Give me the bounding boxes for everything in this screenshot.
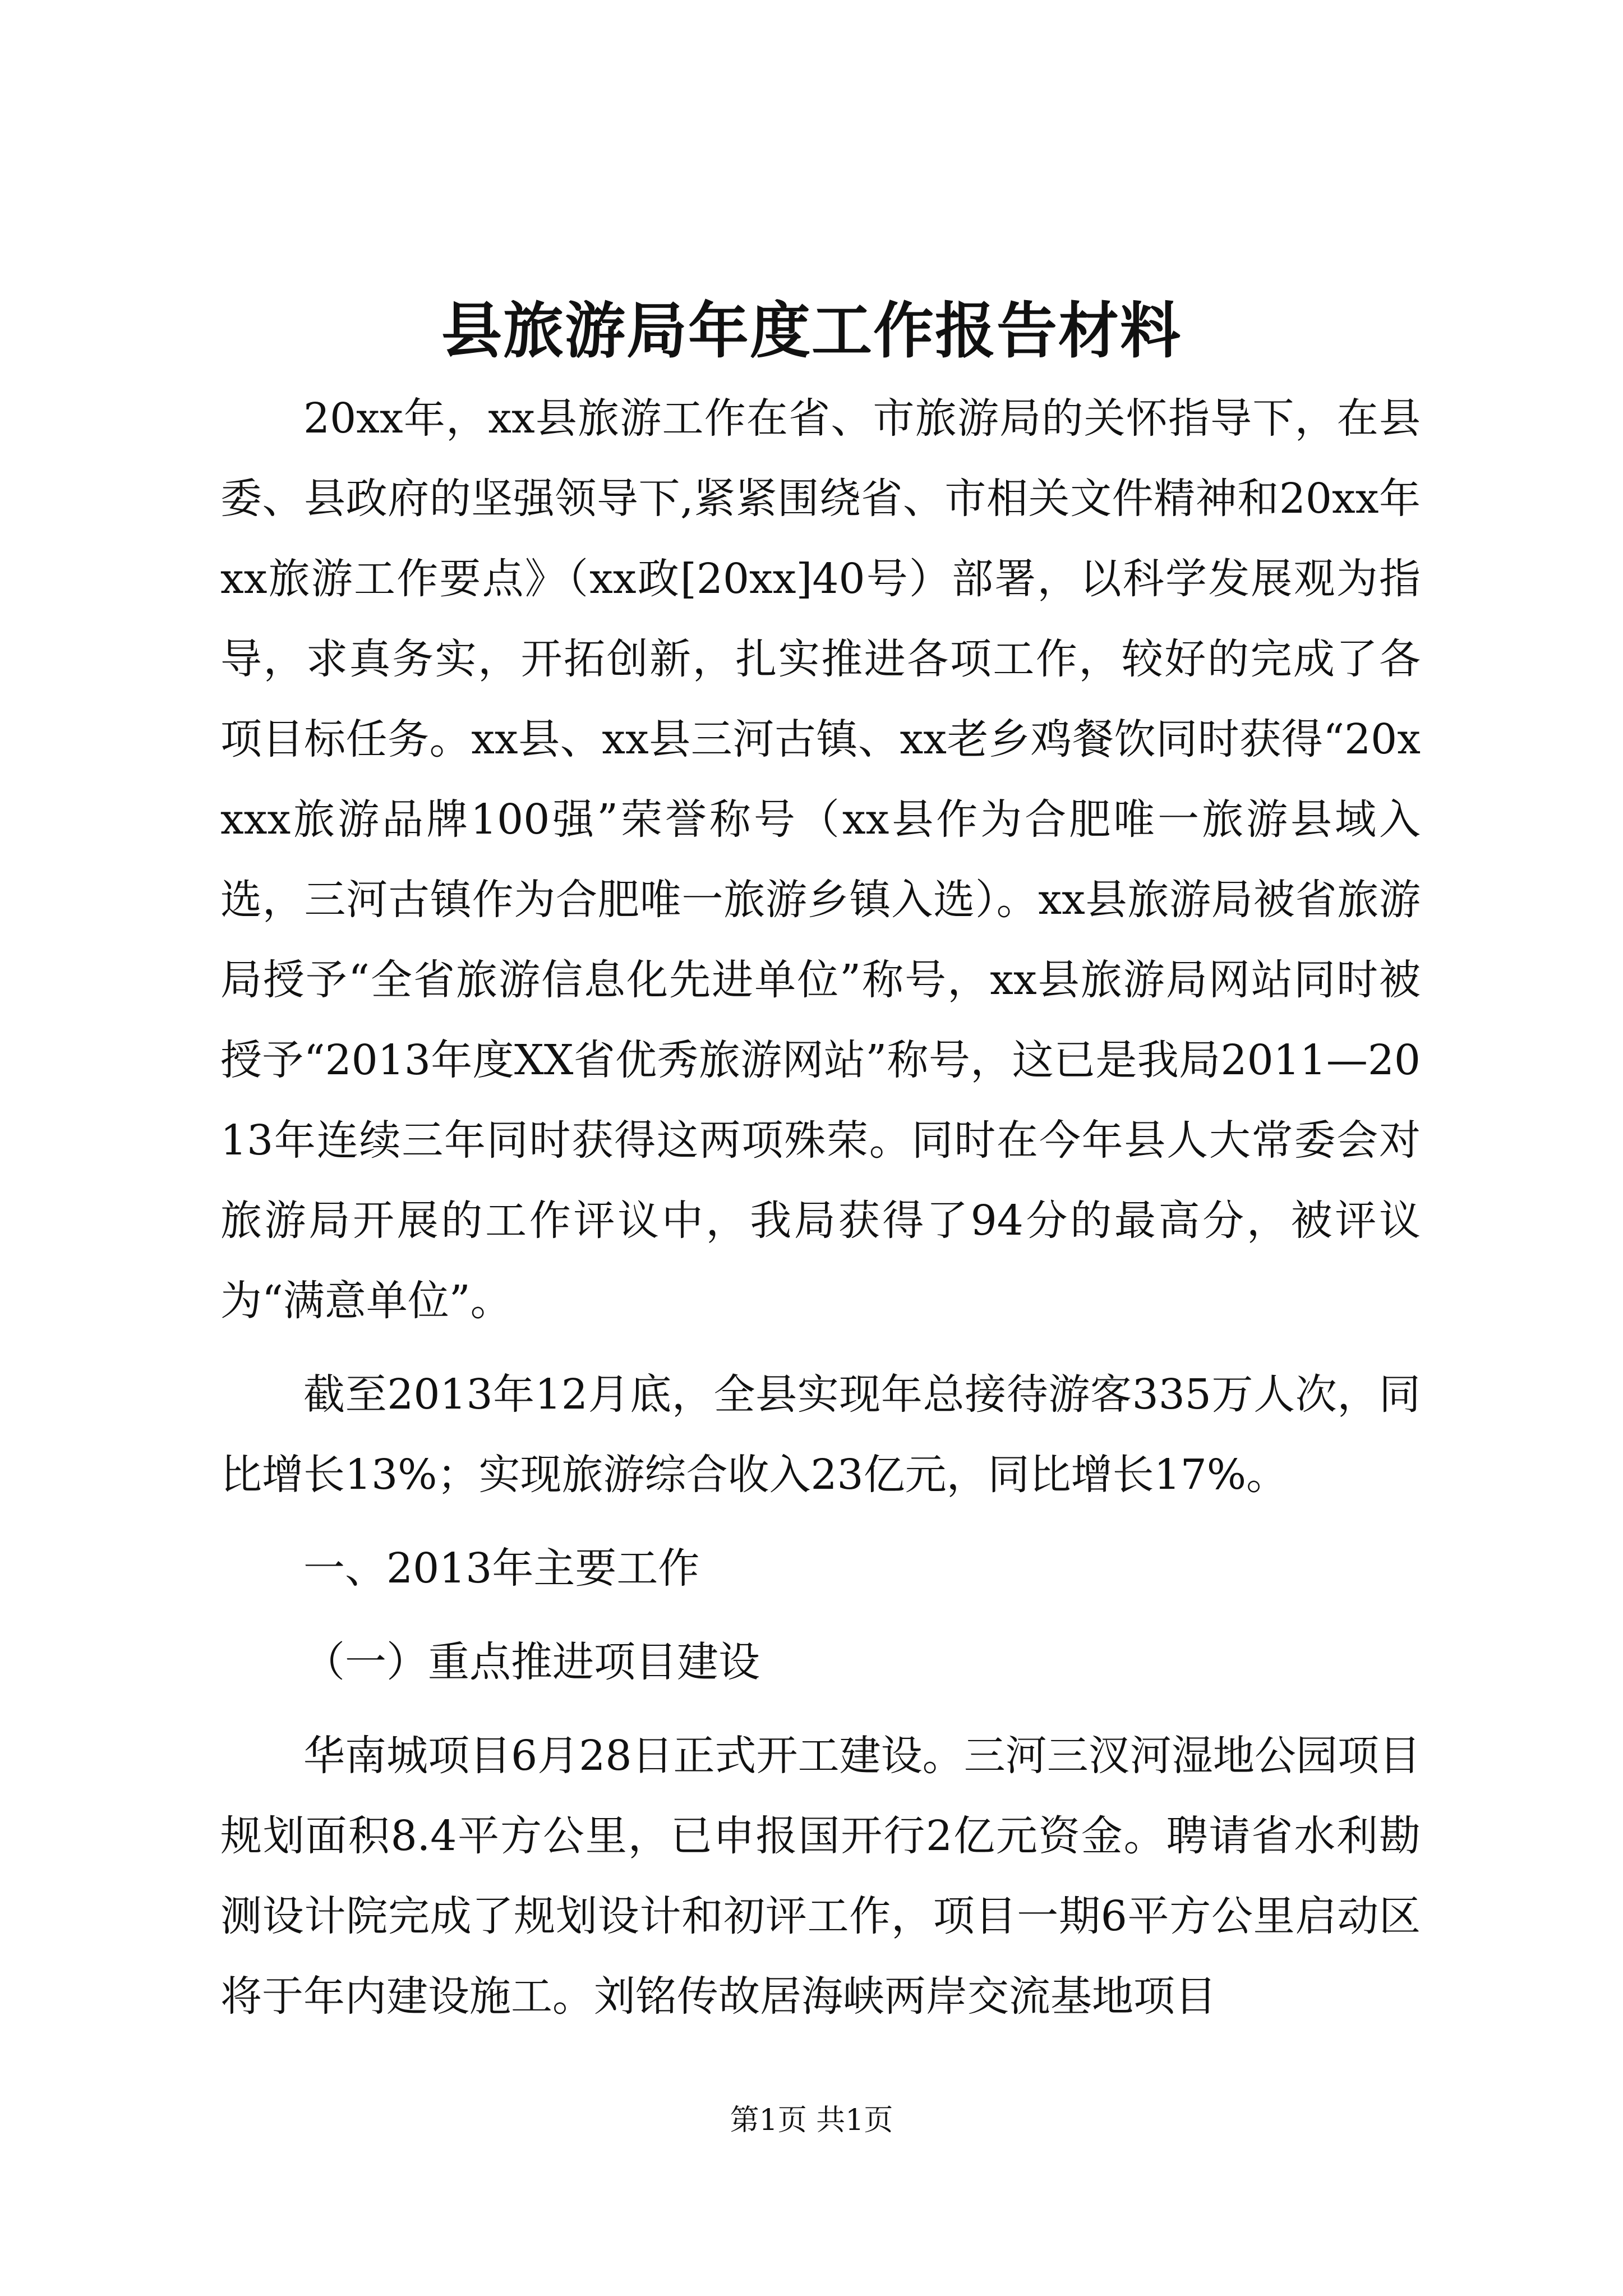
page-footer: 第1页 共1页: [730, 2104, 893, 2137]
subsection-heading-project-construction: （一）重点推进项目建设: [303, 1638, 760, 1686]
paragraph-projects: 华南城项目6月28日正式开工建设。三河三汊河湿地公园项目规划面积8.4平方公里，已申报国开行2亿元资金。聘请省水利勘测设计院完成了规划设计和初评工作，项目一期6平方公里启动区将于年内建设施工。刘铭传故居海峡两岸交流基地项目: [220, 1732, 1421, 2021]
document-body: [220, 379, 1421, 2037]
paragraph-statistics: 截至2013年12月底，全县实现年总接待游客335万人次，同比增长13%；实现旅游综合收入23亿元，同比增长17%。: [220, 1370, 1421, 1499]
paragraph-intro: 20xx年，xx县旅游工作在省、市旅游局的关怀指导下，在县委、县政府的坚强领导下,紧紧围绕省、市相关文件精神和20xx年xx旅游工作要点》（xx政[20xx]40号）部署，以科学发展观为指导，求真务实，开拓创新，扎实推进各项工作，较好的完成了各项目标任务。xx县、xx县三河古镇、xx老乡鸡餐饮同时获得“20xxxx旅游品牌100强”荣誉称号（xx县作为合肥唯一旅游县域入选，三河古镇作为合肥唯一旅游乡镇入选）。xx县旅游局被省旅游局授予“全省旅游信息化先进单位”称号，xx县旅游局网站同时被授予“2013年度XX省优秀旅游网站”称号，这已是我局2011—2013年连续三年同时获得这两项殊荣。同时在今年县人大常委会对旅游局开展的工作评议中，我局获得了94分的最高分，被评议为“满意单位”。: [220, 394, 1421, 1325]
section-heading-main-work: 一、2013年主要工作: [303, 1544, 700, 1593]
document-title: 县旅游局年度工作报告材料: [441, 296, 1182, 366]
